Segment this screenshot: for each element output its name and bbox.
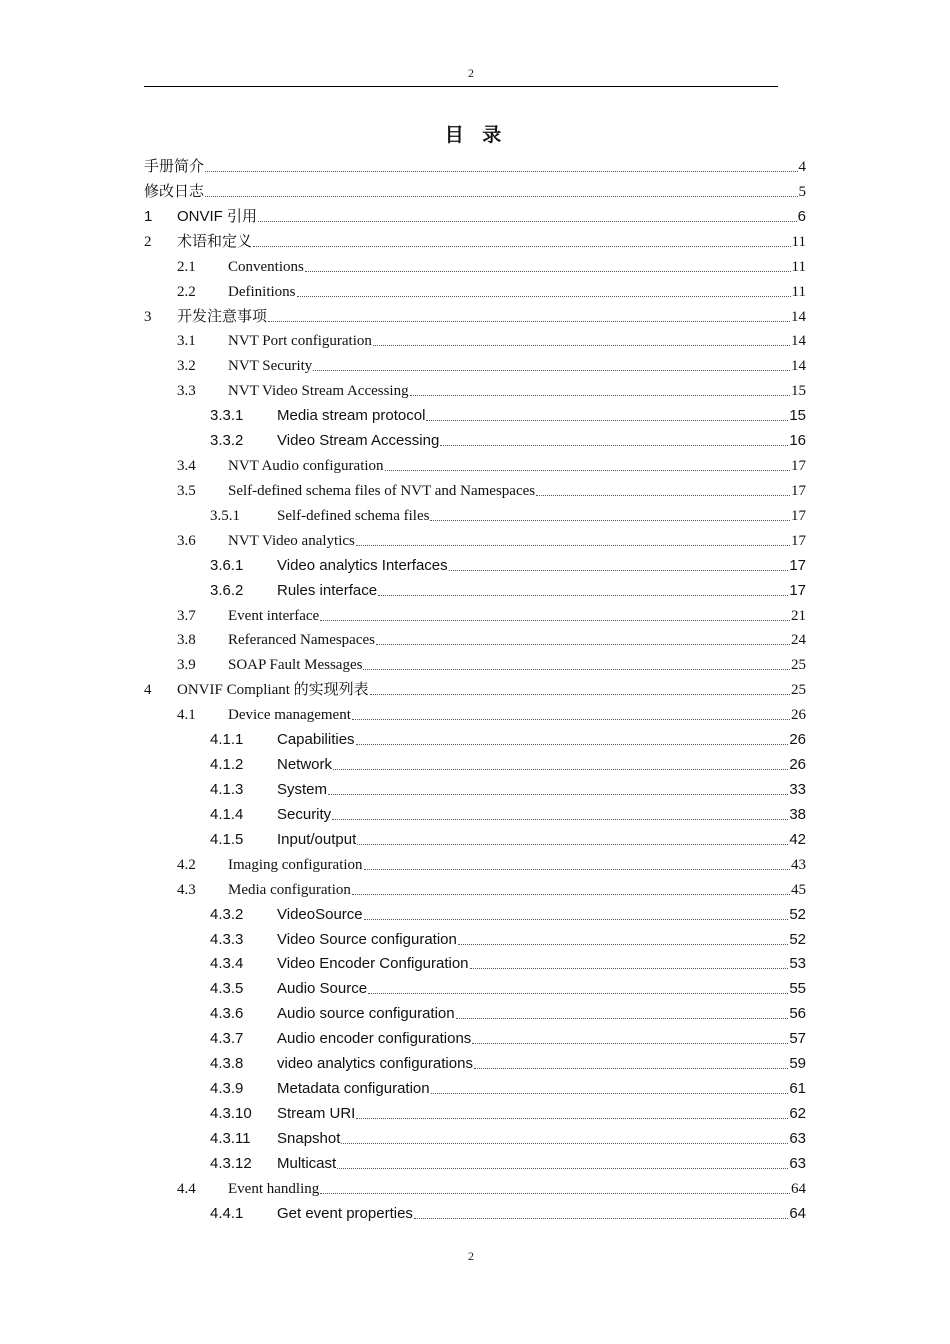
toc-entry[interactable] (144, 700, 806, 724)
toc-entry[interactable] (144, 650, 806, 674)
toc-entry-number: 4.3.9 (210, 1080, 244, 1098)
toc-dot-leader (253, 246, 791, 247)
toc-entry-title: Media stream protocol (277, 407, 426, 425)
toc-dot-leader (313, 370, 790, 371)
toc-entry-number: 2 (144, 233, 152, 250)
toc-entry-page: 17 (791, 532, 806, 549)
toc-dot-leader (356, 545, 790, 546)
toc-entry-page: 24 (791, 632, 806, 649)
toc-entry-number: 4.3 (177, 881, 196, 898)
toc-entry-number: 1 (144, 207, 153, 225)
toc-entry-page: 25 (791, 682, 806, 699)
toc-entry[interactable] (144, 625, 806, 649)
toc-entry-title: System (277, 781, 328, 798)
toc-entry-title: Snapshot (277, 1129, 341, 1147)
toc-title: 目 录 (444, 124, 508, 146)
toc-dot-leader (410, 395, 790, 396)
toc-entry-page: 16 (789, 432, 806, 450)
toc-entry[interactable] (144, 177, 806, 201)
toc-entry-page: 56 (789, 1005, 806, 1023)
toc-entry-page: 52 (789, 930, 806, 948)
toc-entry-title: Event handling (228, 1180, 320, 1197)
toc-entry[interactable] (144, 925, 806, 949)
toc-entry-number: 4.3.5 (210, 980, 244, 998)
toc-entry-title: VideoSource (277, 905, 363, 923)
toc-dot-leader (258, 221, 797, 222)
toc-entry-number: 3.1 (177, 333, 196, 350)
toc-entry-page: 26 (789, 731, 806, 749)
toc-entry-title: Capabilities (277, 731, 355, 749)
toc-dot-leader (268, 321, 790, 322)
toc-entry[interactable] (144, 1149, 806, 1173)
toc-entry[interactable] (144, 750, 806, 774)
toc-dot-leader (364, 919, 789, 920)
toc-dot-leader (364, 869, 790, 870)
toc-dot-leader (385, 470, 790, 471)
toc-entry-title: NVT Security (228, 358, 313, 375)
toc-dot-leader (414, 1218, 788, 1219)
toc-entry-page: 17 (791, 458, 806, 475)
toc-entry-page: 5 (798, 183, 806, 200)
toc-entry-title: Stream URI (277, 1104, 356, 1122)
toc-entry-title: Network (277, 756, 333, 774)
toc-dot-leader (328, 794, 788, 795)
toc-entry-number: 4.3.2 (210, 905, 244, 923)
toc-entry-title: NVT Audio configuration (228, 458, 384, 475)
toc-entry-title: video analytics configurations (277, 1055, 473, 1073)
toc-entry-number: 4.3.4 (210, 955, 244, 973)
toc-entry-number: 2.2 (177, 283, 196, 300)
toc-entry-number: 3 (144, 308, 152, 325)
toc-dot-leader (426, 420, 788, 421)
toc-entry-number: 4.4 (177, 1180, 196, 1197)
toc-entry-title: Metadata configuration (277, 1080, 430, 1098)
toc-entry-title: Audio encoder configurations (277, 1030, 472, 1048)
toc-entry[interactable] (144, 376, 806, 400)
toc-entry-number: 4.3.8 (210, 1055, 244, 1073)
toc-entry-title: Audio Source (277, 980, 368, 998)
toc-entry-page: 15 (789, 407, 806, 425)
toc-entry-title: Get event properties (277, 1204, 413, 1222)
toc-entry-title: 术语和定义 (177, 233, 253, 250)
toc-entry-title: Security (277, 805, 332, 823)
toc-entry[interactable] (144, 1124, 806, 1148)
toc-entry-page: 64 (791, 1180, 806, 1197)
toc-entry-page: 11 (791, 258, 806, 275)
toc-entry-number: 3.2 (177, 358, 196, 375)
toc-entry-title: Self-defined schema files (277, 507, 430, 524)
toc-entry-number: 3.6.2 (210, 581, 244, 599)
toc-entry-number: 3.5.1 (210, 507, 240, 524)
toc-dot-leader (333, 769, 788, 770)
toc-entry-number: 4.3.11 (210, 1129, 251, 1147)
toc-entry[interactable] (144, 974, 806, 998)
toc-entry[interactable] (144, 152, 806, 176)
toc-entry-title: ONVIF 引用 (177, 207, 258, 225)
toc-entry-title: Device management (228, 707, 351, 724)
toc-entry-title: Rules interface (277, 581, 378, 599)
toc-entry[interactable] (144, 426, 806, 450)
toc-entry-number: 3.7 (177, 607, 196, 624)
toc-entry[interactable] (144, 900, 806, 924)
toc-dot-leader (337, 1168, 788, 1169)
toc-entry[interactable] (144, 1049, 806, 1073)
toc-entry-number: 4.1.1 (210, 731, 244, 749)
toc-entry-number: 3.6 (177, 532, 196, 549)
toc-entry-page: 55 (789, 980, 806, 998)
toc-dot-leader (376, 644, 790, 645)
toc-entry-title: Audio source configuration (277, 1005, 455, 1023)
toc-entry[interactable] (144, 526, 806, 550)
toc-entry-page: 15 (791, 383, 806, 400)
toc-entry[interactable] (144, 850, 806, 874)
toc-entry[interactable] (144, 326, 806, 350)
toc-entry-page: 57 (789, 1030, 806, 1048)
toc-entry-page: 52 (789, 905, 806, 923)
toc-entry[interactable] (144, 401, 806, 425)
toc-entry-number: 4.3.3 (210, 930, 244, 948)
toc-entry-page: 4 (798, 159, 806, 175)
toc-dot-leader (363, 669, 790, 670)
toc-dot-leader (474, 1068, 788, 1069)
toc-dot-leader (370, 694, 790, 695)
toc-dot-leader (472, 1043, 788, 1044)
toc-entry-number: 3.3 (177, 383, 196, 400)
toc-entry-page: 33 (789, 781, 806, 798)
toc-entry[interactable] (144, 825, 806, 849)
toc-entry[interactable] (144, 501, 806, 525)
toc-entry-page: 11 (791, 233, 806, 250)
toc-dot-leader (373, 345, 790, 346)
toc-entry-page: 62 (789, 1104, 806, 1122)
toc-dot-leader (449, 570, 789, 571)
toc-entry-title: Multicast (277, 1154, 337, 1172)
toc-entry[interactable] (144, 252, 806, 276)
toc-dot-leader (356, 1118, 788, 1119)
toc-entry-page: 14 (791, 358, 806, 375)
toc-entry[interactable] (144, 302, 806, 326)
toc-entry-number: 4.3.12 (210, 1154, 252, 1172)
toc-entry-number: 2.1 (177, 258, 196, 275)
toc-dot-leader (352, 719, 790, 720)
toc-entry-page: 17 (791, 507, 806, 524)
toc-entry-title: Input/output (277, 830, 357, 848)
toc-entry[interactable] (144, 202, 806, 226)
toc-entry[interactable] (144, 800, 806, 824)
toc-dot-leader (440, 445, 788, 446)
toc-entry-number: 4.4.1 (210, 1204, 244, 1222)
toc-entry-title: Imaging configuration (228, 856, 363, 873)
toc-entry[interactable] (144, 999, 806, 1023)
toc-entry-title: Video Stream Accessing (277, 432, 440, 450)
toc-entry-title: SOAP Fault Messages (228, 657, 363, 674)
toc-entry-page: 17 (791, 482, 806, 499)
toc-entry-page: 25 (791, 657, 806, 674)
header-rule (144, 86, 778, 87)
toc-entry-title: 修改日志 (144, 183, 205, 200)
toc-entry-page: 63 (789, 1129, 806, 1147)
toc-entry-page: 17 (789, 581, 806, 599)
toc-dot-leader (332, 819, 788, 820)
toc-entry-number: 4.1.3 (210, 781, 244, 798)
toc-entry[interactable] (144, 351, 806, 375)
toc-entry-page: 11 (791, 283, 806, 300)
toc-entry[interactable] (144, 875, 806, 899)
toc-entry[interactable] (144, 551, 806, 575)
toc-entry-title: Video Encoder Configuration (277, 955, 469, 973)
toc-entry[interactable] (144, 576, 806, 600)
toc-entry-page: 61 (789, 1080, 806, 1098)
toc-entry-page: 53 (789, 955, 806, 973)
toc-entry-number: 3.5 (177, 482, 196, 499)
toc-entry-page: 38 (789, 805, 806, 823)
toc-entry[interactable] (144, 725, 806, 749)
toc-entry-page: 14 (791, 308, 806, 325)
toc-entry-title: Conventions (228, 258, 304, 275)
toc-entry-title: Referanced Namespaces (228, 632, 375, 649)
toc-entry-title: NVT Video analytics (228, 532, 355, 549)
toc-entry-title: 手册简介 (144, 159, 205, 175)
toc-dot-leader (456, 1018, 789, 1019)
toc-dot-leader (352, 894, 790, 895)
toc-entry-page: 21 (791, 607, 806, 624)
toc-entry-number: 3.8 (177, 632, 196, 649)
toc-dot-leader (357, 844, 788, 845)
toc-entry-title: ONVIF Compliant 的实现列表 (177, 682, 369, 699)
toc-entry[interactable] (144, 476, 806, 500)
toc-entry-page: 26 (791, 707, 806, 724)
toc-entry-number: 4.3.7 (210, 1030, 244, 1048)
toc-dot-leader (205, 171, 797, 172)
toc-dot-leader (536, 495, 790, 496)
toc-dot-leader (341, 1143, 788, 1144)
toc-dot-leader (320, 620, 790, 621)
toc-entry[interactable] (144, 1024, 806, 1048)
toc-entry-number: 3.3.1 (210, 407, 244, 425)
toc-entry-page: 42 (789, 830, 806, 848)
header-page-number: 2 (468, 66, 474, 80)
toc-entry[interactable] (144, 601, 806, 625)
toc-entry-number: 4.3.10 (210, 1104, 252, 1122)
toc-entry-number: 4 (144, 682, 152, 699)
toc-entry[interactable] (144, 227, 806, 251)
toc-dot-leader (378, 595, 788, 596)
toc-entry-title: Video Source configuration (277, 930, 457, 948)
footer-page-number: 2 (468, 1249, 474, 1263)
toc-entry[interactable] (144, 1174, 806, 1198)
toc-entry-page: 63 (789, 1154, 806, 1172)
toc-entry[interactable] (144, 1099, 806, 1123)
toc-entry[interactable] (144, 277, 806, 301)
toc-entry-title: Media configuration (228, 881, 351, 898)
toc-entry-page: 17 (789, 556, 806, 574)
toc-entry-page: 59 (789, 1055, 806, 1073)
toc-dot-leader (430, 520, 790, 521)
toc-dot-leader (205, 196, 797, 197)
toc-dot-leader (356, 744, 789, 745)
toc-entry-title: NVT Video Stream Accessing (228, 383, 409, 400)
toc-entry-page: 26 (789, 756, 806, 774)
toc-entry-number: 3.3.2 (210, 432, 244, 450)
toc-entry-number: 3.6.1 (210, 556, 244, 574)
toc-entry-number: 4.2 (177, 856, 196, 873)
toc-entry[interactable] (144, 451, 806, 475)
toc-entry-page: 45 (791, 881, 806, 898)
toc-entry[interactable] (144, 1074, 806, 1098)
toc-entry-number: 4.1.5 (210, 830, 244, 848)
toc-dot-leader (470, 968, 789, 969)
toc-entry[interactable] (144, 949, 806, 973)
toc-entry-title: 开发注意事项 (177, 308, 268, 325)
toc-entry-page: 64 (789, 1204, 806, 1222)
toc-entry-number: 4.3.6 (210, 1005, 244, 1023)
toc-entry-number: 4.1.2 (210, 756, 244, 774)
toc-entry-title: NVT Port configuration (228, 333, 372, 350)
toc-entry-title: Self-defined schema files of NVT and Namespaces (228, 482, 536, 499)
toc-entry-number: 3.9 (177, 657, 196, 674)
toc-entry[interactable] (144, 675, 806, 699)
toc-entry-page: 14 (791, 333, 806, 350)
toc-dot-leader (458, 944, 788, 945)
toc-entry-title: Video analytics Interfaces (277, 556, 448, 574)
toc-entry-page: 43 (791, 856, 806, 873)
toc-dot-leader (305, 271, 791, 272)
toc-dot-leader (297, 296, 791, 297)
toc-entry-page: 6 (797, 207, 806, 225)
toc-entry-number: 4.1 (177, 707, 196, 724)
toc-dot-leader (431, 1093, 789, 1094)
toc-entry-number: 4.1.4 (210, 805, 244, 823)
toc-entry-title: Definitions (228, 283, 296, 300)
toc-entry-number: 3.4 (177, 458, 196, 475)
toc-dot-leader (368, 993, 788, 994)
toc-entry-title: Event interface (228, 607, 320, 624)
toc-entry[interactable] (144, 1199, 806, 1223)
toc-entry[interactable] (144, 775, 806, 799)
toc-dot-leader (320, 1193, 790, 1194)
